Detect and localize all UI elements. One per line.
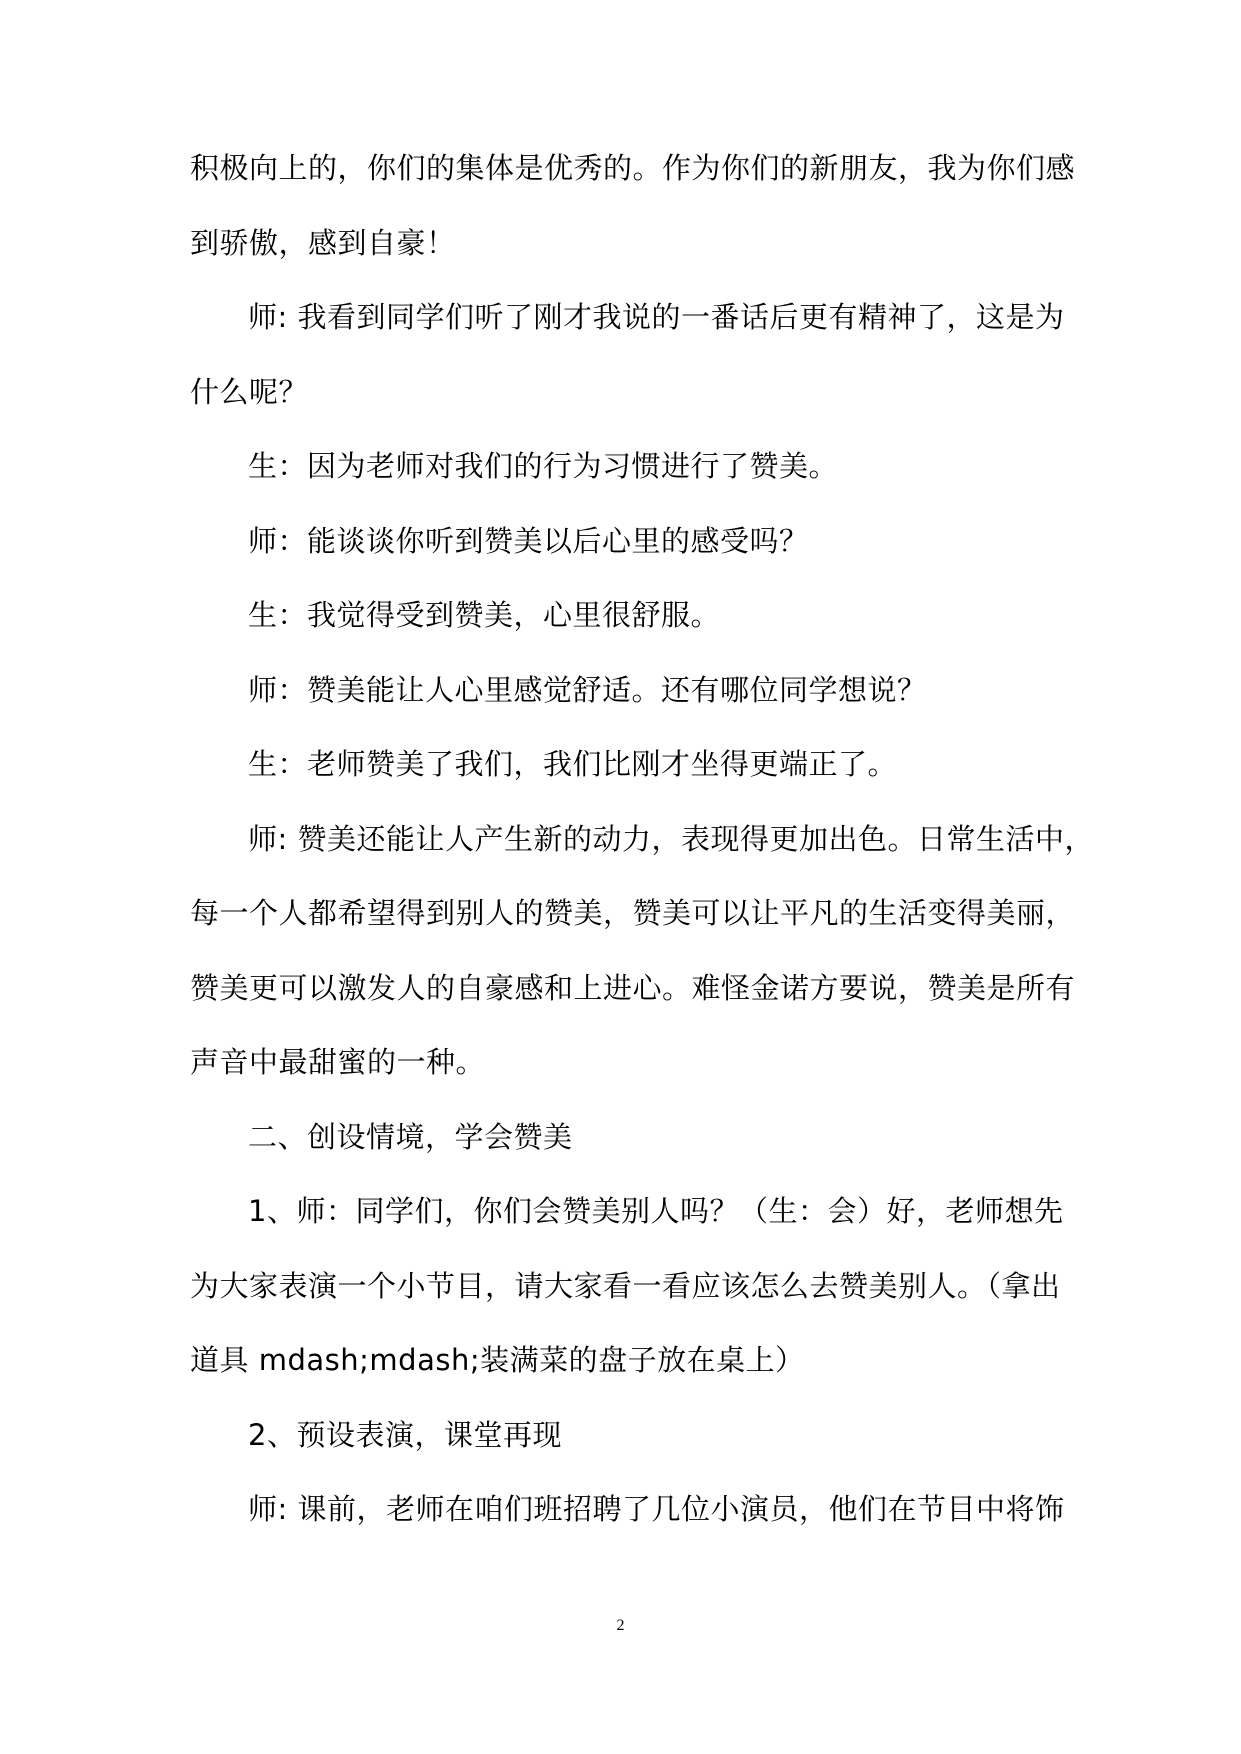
document-body bbox=[190, 140, 1094, 1556]
section-heading: 二、创设情境，学会赞美 bbox=[248, 1119, 573, 1154]
text-line: 师: 课前，老师在咱们班招聘了几位小演员，他们在节目中将饰 bbox=[248, 1492, 1065, 1526]
text-line: 什么呢？ bbox=[190, 374, 309, 409]
text-line: 师：能谈谈你听到赞美以后心里的感受吗？ bbox=[248, 523, 809, 558]
text-line: 道具 mdash;mdash;装满菜的盘子放在桌上） bbox=[190, 1343, 805, 1377]
text-line: 积极向上的，你们的集体是优秀的。作为你们的新朋友，我为你们感 bbox=[190, 151, 1076, 185]
text-line: 每一个人都希望得到别人的赞美，赞美可以让平凡的生活变得美丽， bbox=[190, 896, 1076, 930]
text-line: 师: 赞美还能让人产生新的动力，表现得更加出色。日常生活中， bbox=[248, 821, 1094, 856]
text-line: 为大家表演一个小节目，请大家看一看应该怎么去赞美别人。（拿出 bbox=[190, 1268, 1061, 1303]
section-heading: 2、预设表演，课堂再现 bbox=[248, 1417, 562, 1452]
text-line: 师：赞美能让人心里感觉舒适。还有哪位同学想说？ bbox=[248, 672, 927, 707]
text-line: 生：老师赞美了我们，我们比刚才坐得更端正了。 bbox=[248, 747, 898, 781]
text-line: 赞美更可以激发人的自豪感和上进心。难怪金诺方要说，赞美是所有 bbox=[190, 970, 1076, 1005]
text-line: 师: 我看到同学们听了刚才我说的一番话后更有精神了，这是为 bbox=[248, 300, 1065, 334]
page-number: 2 bbox=[616, 1617, 625, 1634]
text-line: 声音中最甜蜜的一种。 bbox=[190, 1045, 486, 1079]
text-line: 生：我觉得受到赞美，心里很舒服。 bbox=[248, 598, 721, 632]
text-line: 生：因为老师对我们的行为习惯进行了赞美。 bbox=[248, 449, 839, 483]
text-line: 到骄傲，感到自豪！ bbox=[190, 225, 456, 260]
text-line: 1、师：同学们，你们会赞美别人吗？（生：会）好，老师想先 bbox=[248, 1194, 1064, 1228]
